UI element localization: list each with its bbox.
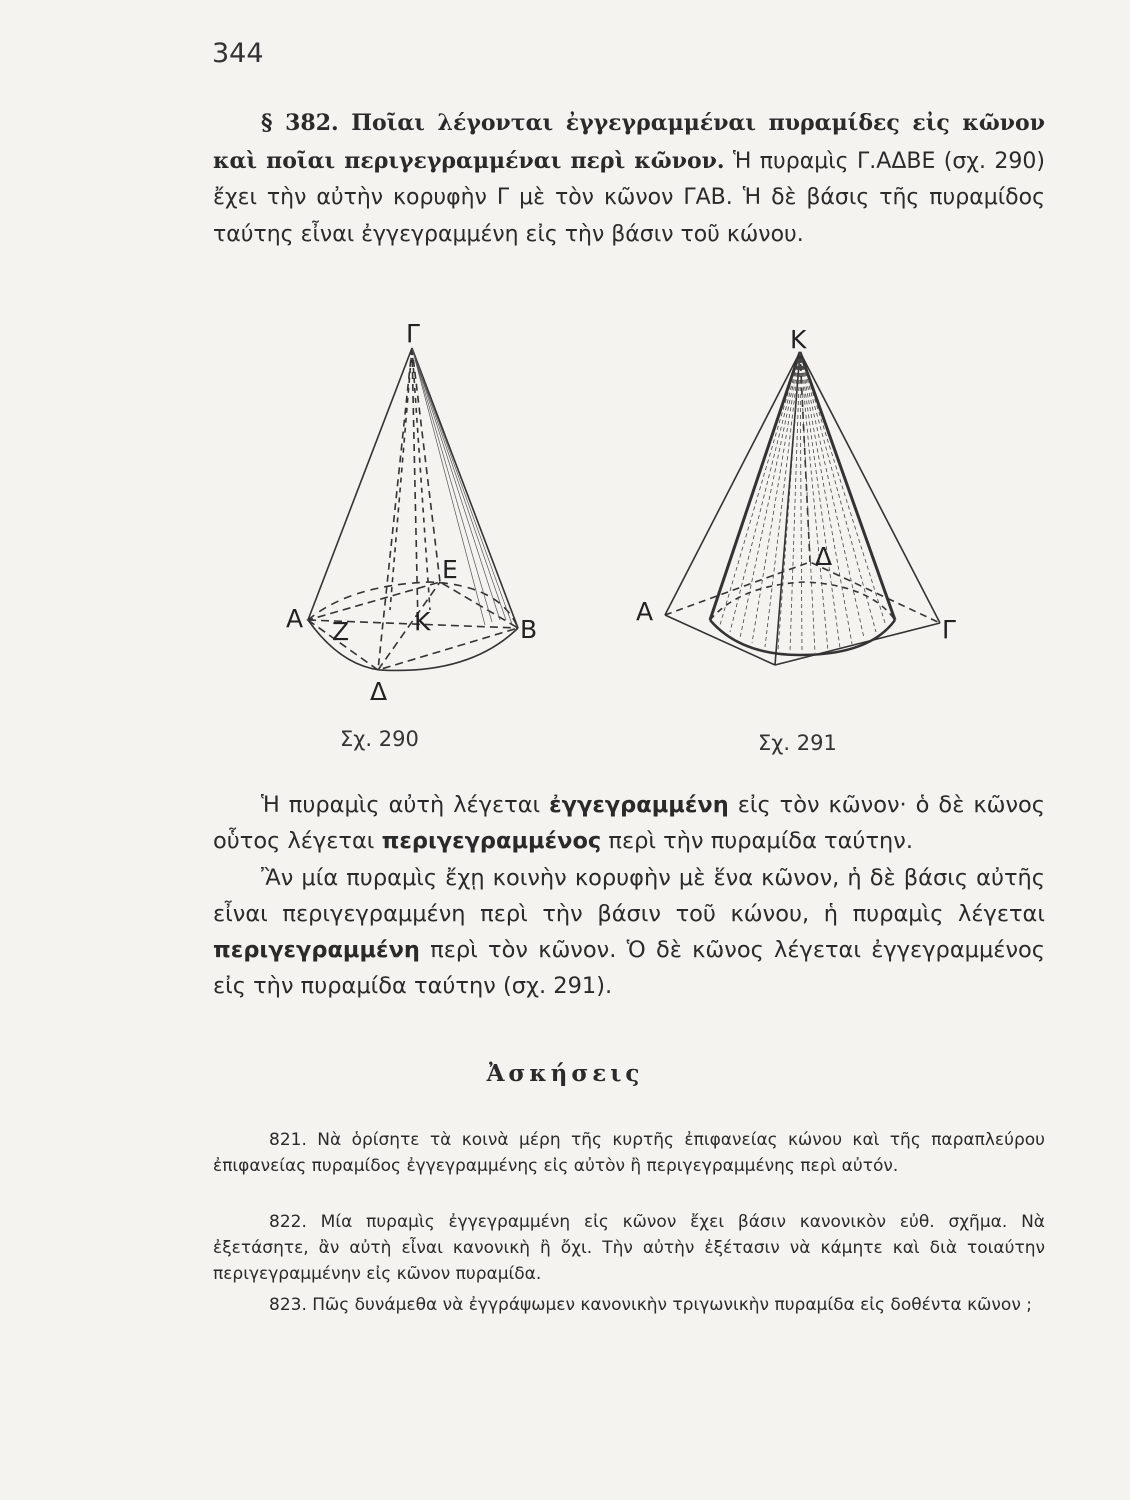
- label-291-right: Γ: [942, 615, 956, 644]
- pyramid-290-edge-d: [378, 348, 412, 670]
- section-heading: § 382. Ποῖαι λέγονται ἐγγεγραμμέναι πυραμίδες εἰς κῶνον καὶ ποῖαι περιγεγραμμέναι περὶ κῶνον.: [213, 110, 1045, 174]
- cone-291-left: [710, 352, 800, 620]
- page-number: 344: [212, 38, 264, 69]
- pyramid-291-base-back: [665, 562, 940, 623]
- pyramid-291-base-front-right: [775, 623, 940, 665]
- pyramid-290-inner-1: [390, 348, 412, 610]
- label-290-left: Α: [286, 604, 304, 633]
- section-382-paragraph: [213, 105, 1045, 253]
- exercise-822: 822. Μία πυραμὶς ἐγγεγραμμένη εἰς κῶνον ἔχει βάσιν κανονικὸν εὐθ. σχῆμα. Νὰ ἐξετάσητε, ἂν αὐτὴ εἶναι κανονικὴ ἢ ὄχι. Τὴν αὐτὴν ἐξέτασιν νὰ κάμητε καὶ διὰ τοιαύτην περιγεγραμμένην εἰς κῶνον πυραμίδα.: [213, 1212, 1045, 1284]
- paragraph-inscribed: [213, 787, 1045, 859]
- label-290-center: Κ: [414, 607, 431, 636]
- pyramid-291-edge-g: [800, 352, 940, 623]
- exercise-821: 821. Νὰ ὁρίσητε τὰ κοινὰ μέρη τῆς κυρτῆς ἐπιφανείας κώνου καὶ τῆς παραπλεύρου ἐπιφανείας πυραμίδος ἐγγεγραμμένης εἰς αὐτὸν ἢ περιγεγραμμένης περὶ αὐτόν.: [213, 1130, 1045, 1176]
- pyramid-291-edge-front: [775, 352, 800, 665]
- term-circumscribed: περιγεγραμμένος: [381, 828, 602, 854]
- paragraph2-text-1: Ἡ πυραμὶς αὐτὴ λέγεται: [261, 792, 550, 818]
- cone-290-right-edge: [412, 348, 518, 628]
- label-290-right: Β: [520, 615, 538, 644]
- paragraph2-text-2: εἰς τὸν κῶνον· ὁ δὲ κῶνος οὗτος λέγεται: [213, 792, 1045, 854]
- paragraph2-text-3: περὶ τὴν πυραμίδα ταύτην.: [601, 828, 913, 854]
- paragraph3-text-2: περὶ τὸν κῶνον. Ὁ δὲ κῶνος λέγεται ἐγγεγραμμένος εἰς τὴν πυραμίδα ταύτην (σχ. 291).: [213, 937, 1045, 999]
- cone-290-left-edge: [308, 348, 412, 620]
- figure-291: [665, 352, 940, 665]
- exercise-823: 823. Πῶς δυνάμεθα νὰ ἐγγράψωμεν κανονικὴν τριγωνικὴν πυραμίδα εἰς δοθέντα κῶνον ;: [269, 1295, 1032, 1315]
- label-290-bottom: Δ: [370, 677, 388, 706]
- cone-291-base-front: [710, 620, 895, 655]
- caption-290: Σχ. 290: [340, 727, 419, 751]
- figures: [270, 320, 1010, 760]
- pyramid-291-edge-a: [665, 352, 800, 615]
- pyramid-290-diag2: [378, 582, 440, 670]
- label-290-apex: Γ: [406, 320, 420, 348]
- label-291-back: Δ: [815, 542, 833, 571]
- exercises-heading: Ἀσκήσεις: [486, 1060, 644, 1087]
- figures-svg: [270, 320, 1010, 760]
- caption-291: Σχ. 291: [758, 731, 837, 755]
- label-291-left: Α: [636, 597, 654, 626]
- paragraph3-text-1: Ἂν μία πυραμὶς ἔχῃ κοινὴν κορυφὴν μὲ ἕνα κῶνον, ἡ δὲ βάσις αὐτῆς εἶναι περιγεγραμμένη περὶ τὴν βάσιν τοῦ κώνου, ἡ πυραμὶς λέγεται: [213, 865, 1045, 927]
- label-291-apex: Κ: [790, 325, 807, 354]
- term-circumscribed-pyramid: περιγεγραμμένη: [213, 937, 420, 963]
- label-290-back: Ε: [442, 555, 458, 584]
- section-body: Ἡ πυραμὶς Γ.ΑΔΒΕ (σχ. 290) ἔχει τὴν αὐτὴν κορυφὴν Γ μὲ τὸν κῶνον ΓΑΒ. Ἡ δὲ βάσις τῆς πυραμίδος ταύτης εἶναι ἐγγεγραμμένη εἰς τὴν βάσιν τοῦ κώνου.: [213, 148, 1045, 247]
- pyramid-291-base-front-left: [665, 615, 775, 665]
- paragraph-circumscribed: [213, 860, 1045, 1004]
- label-290-z: Ζ: [332, 617, 350, 646]
- term-inscribed: ἐγγεγραμμένη: [549, 792, 729, 818]
